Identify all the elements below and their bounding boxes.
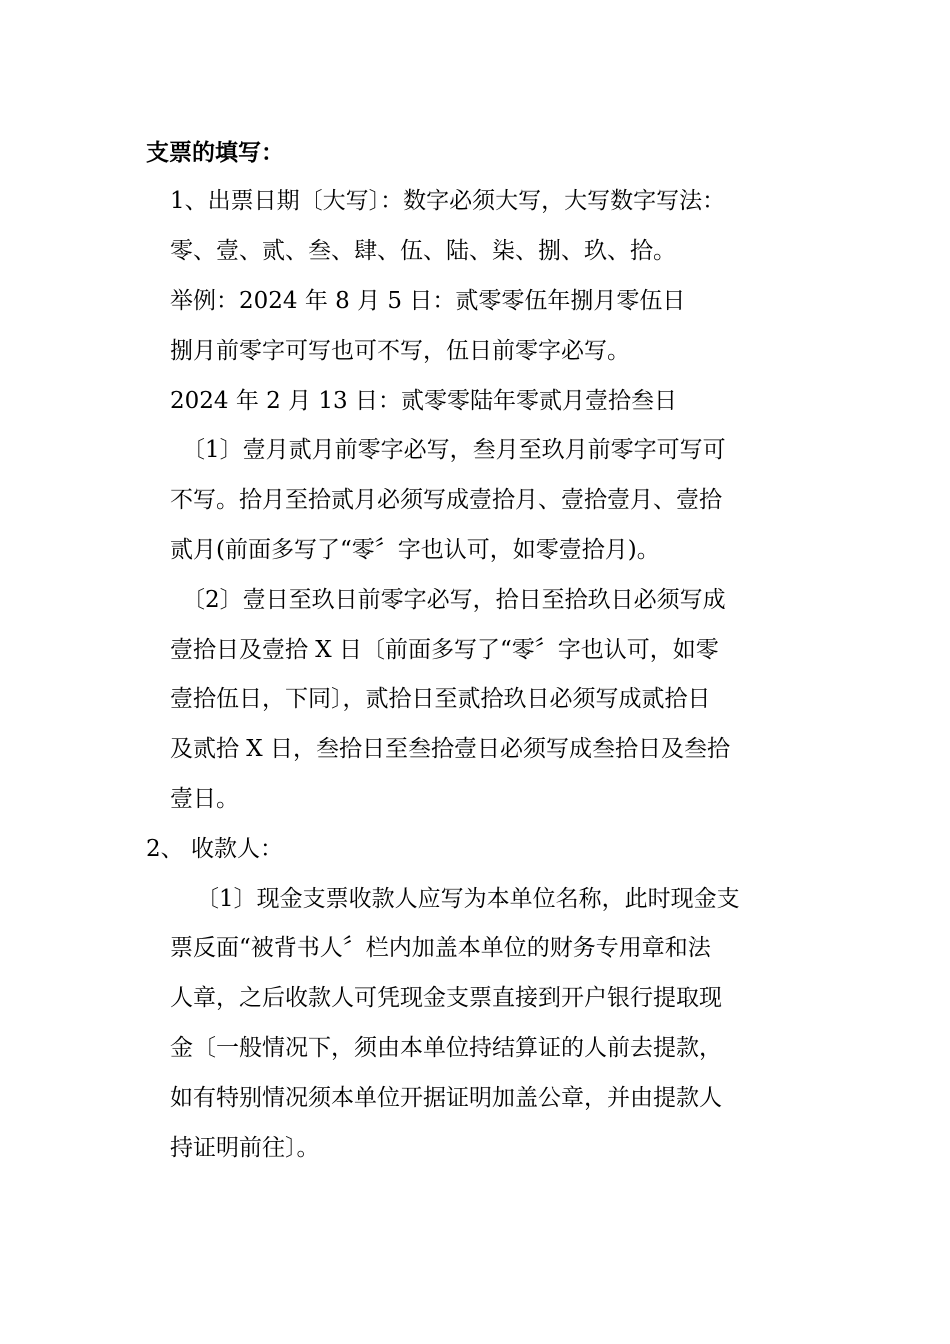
section-heading: 2、 收款人： [146,836,283,862]
text-line: 壹拾伍日，下同〕，贰拾日至贰拾玖日必须写成贰拾日 [170,686,711,712]
text-line: 举例：2024 年 8 月 5 日：贰零零伍年捌月零伍日 [170,288,686,314]
text-line: 及贰拾 X 日，叁拾日至叁拾壹日必须写成叁拾日及叁拾 [170,736,730,762]
text-line: 持证明前往〕。 [170,1135,320,1161]
document-title: 支票的填写： [146,140,284,166]
text-line: 〔2〕壹日至玖日前零字必写，拾日至拾玖日必须写成 [182,587,726,613]
text-line: 金〔一般情况下，须由本单位持结算证的人前去提款， [170,1035,722,1061]
text-line: 1、出票日期〔大写〕：数字必须大写，大写数字写法： [170,188,726,214]
text-line: 壹日。 [170,786,239,812]
text-line: 〔1〕壹月贰月前零字必写，叁月至玖月前零字可写可 [182,437,726,463]
text-line: 贰月(前面多写了“零〞字也认可，如零壹拾月)。 [170,537,660,563]
text-line: 人章，之后收款人可凭现金支票直接到开户银行提取现 [170,985,722,1011]
text-line: 不写。拾月至拾贰月必须写成壹拾月、壹拾壹月、壹拾 [170,487,722,513]
text-line: 捌月前零字可写也可不写，伍日前零字必写。 [170,338,630,364]
text-line: 2024 年 2 月 13 日：贰零零陆年零贰月壹拾叁日 [170,388,677,414]
text-line: 票反面“被背书人〞栏内加盖本单位的财务专用章和法 [170,935,711,961]
text-line: 〔1〕现金支票收款人应写为本单位名称，此时现金支 [196,886,740,912]
text-line: 零、壹、贰、叁、肆、伍、陆、柒、捌、玖、拾。 [170,238,676,264]
text-line: 壹拾日及壹拾 X 日〔前面多写了“零〞字也认可，如零 [170,637,719,663]
text-line: 如有特别情况须本单位开据证明加盖公章，并由提款人 [170,1085,722,1111]
